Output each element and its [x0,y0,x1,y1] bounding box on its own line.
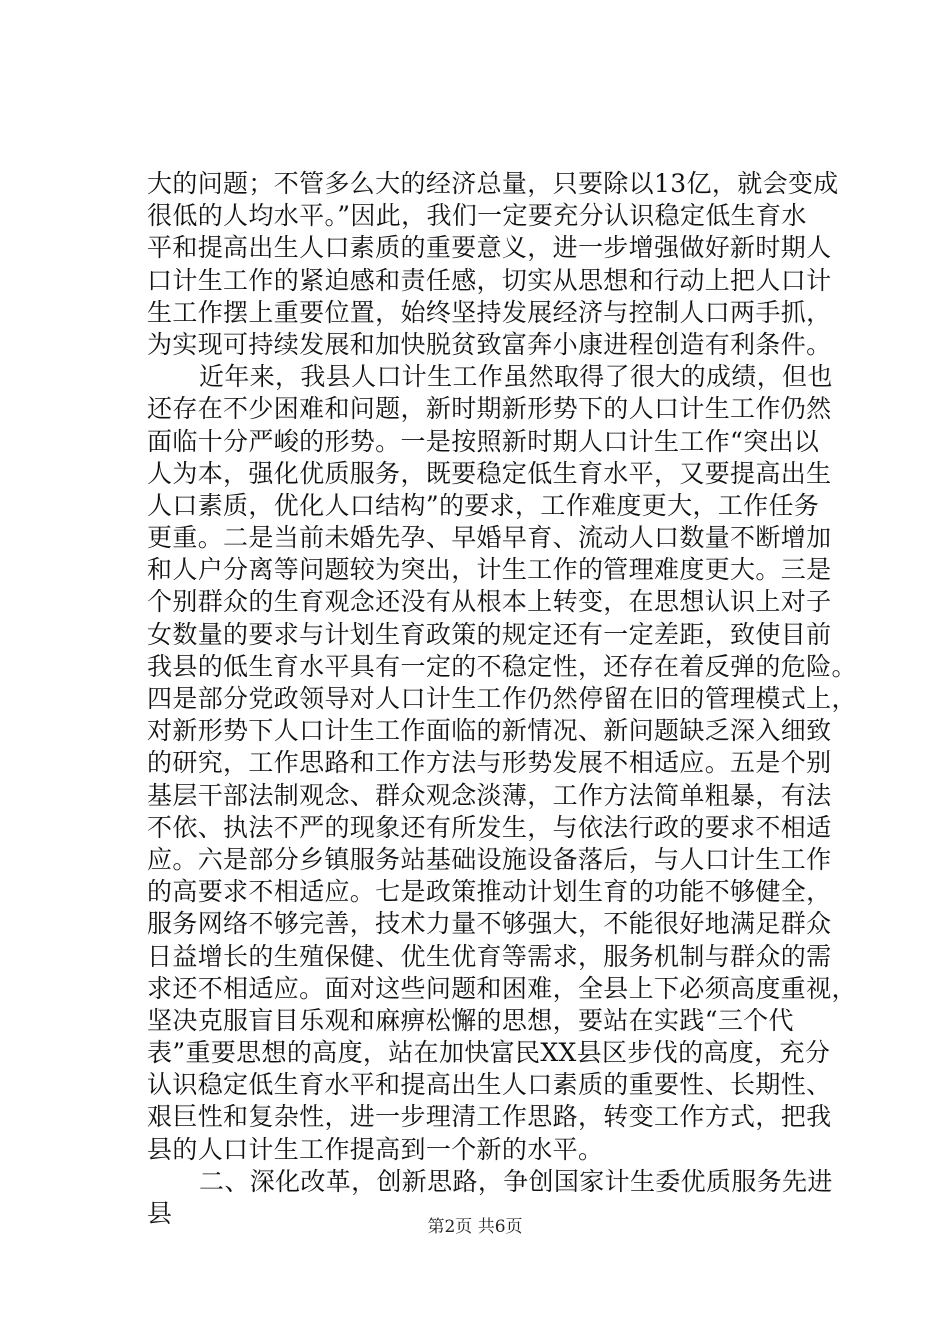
section-heading-continuation: 县 [147,1199,173,1228]
text-line: 平和提高出生人口素质的重要意义，进一步增强做好新时期人 [147,233,832,263]
text-line: 认识稳定低生育水平和提高出生人口素质的重要性、长期性、 [147,1070,832,1100]
text-line: 我县的低生育水平具有一定的不稳定性，还存在着反弹的危险。 [147,651,857,681]
page-number: 第2页 共6页 [427,1217,523,1237]
text-line: 面临十分严峻的形势。一是按照新时期人口计生工作“突出以 [147,426,820,456]
text-line: 不依、执法不严的现象还有所发生，与依法行政的要求不相适 [147,812,832,842]
text-line: 很低的人均水平。”因此，我们一定要充分认识稳定低生育水 [147,201,807,231]
text-line: 生工作摆上重要位置，始终坚持发展经济与控制人口两手抓， [147,297,832,327]
body-text [147,168,857,1230]
section-heading: 二、深化改革，创新思路，争创国家计生委优质服务先进 [199,1166,833,1196]
page-footer [0,1216,950,1238]
text-line: 县的人口计生工作提高到一个新的水平。 [147,1134,604,1164]
text-line: 大的问题；不管多么大的经济总量，只要除以13亿，就会变成 [147,169,839,198]
text-line: 口计生工作的紧迫感和责任感，切实从思想和行动上把人口计 [147,265,832,295]
text-line: 女数量的要求与计划生育政策的规定还有一定差距，致使目前 [147,619,832,649]
text-line: 的高要求不相适应。七是政策推动计划生育的功能不够健全， [147,877,832,907]
text-line: 的研究，工作思路和工作方法与形势发展不相适应。五是个别 [147,748,832,778]
paragraph-first-line: 近年来，我县人口计生工作虽然取得了很大的成绩，但也 [199,362,833,392]
text-line: 更重。二是当前未婚先孕、早婚早育、流动人口数量不断增加 [147,523,832,553]
text-line: 基层干部法制观念、群众观念淡薄，工作方法简单粗暴，有法 [147,780,832,810]
text-line: 求还不相适应。面对这些问题和困难，全县上下必须高度重视， [147,973,857,1003]
text-line: 应。六是部分乡镇服务站基础设施设备落后，与人口计生工作 [147,844,832,874]
text-line: 为实现可持续发展和加快脱贫致富奔小康进程创造有利条件。 [147,329,832,359]
text-line: 坚决克服盲目乐观和麻痹松懈的思想，要站在实践“三个代 [147,1005,794,1035]
text-line: 和人户分离等问题较为突出，计生工作的管理难度更大。三是 [147,555,832,585]
text-line: 日益增长的生殖保健、优生优育等需求，服务机制与群众的需 [147,941,832,971]
text-line: 服务网络不够完善，技术力量不够强大，不能很好地满足群众 [147,909,832,939]
text-line: 四是部分党政领导对人口计生工作仍然停留在旧的管理模式上， [147,684,857,713]
text-line: 还存在不少困难和问题，新时期新形势下的人口计生工作仍然 [147,394,832,424]
text-line: 个别群众的生育观念还没有从根本上转变，在思想认识上对子 [147,587,832,617]
text-line: 人为本，强化优质服务，既要稳定低生育水平，又要提高出生 [147,458,832,488]
text-line: 表”重要思想的高度，站在加快富民XX县区步伐的高度，充分 [147,1038,831,1068]
text-line: 艰巨性和复杂性，进一步理清工作思路，转变工作方式，把我 [147,1102,832,1132]
text-line: 人口素质，优化人口结构”的要求，工作难度更大，工作任务 [147,490,820,520]
text-line: 对新形势下人口计生工作面临的新情况、新问题缺乏深入细致 [147,716,832,746]
